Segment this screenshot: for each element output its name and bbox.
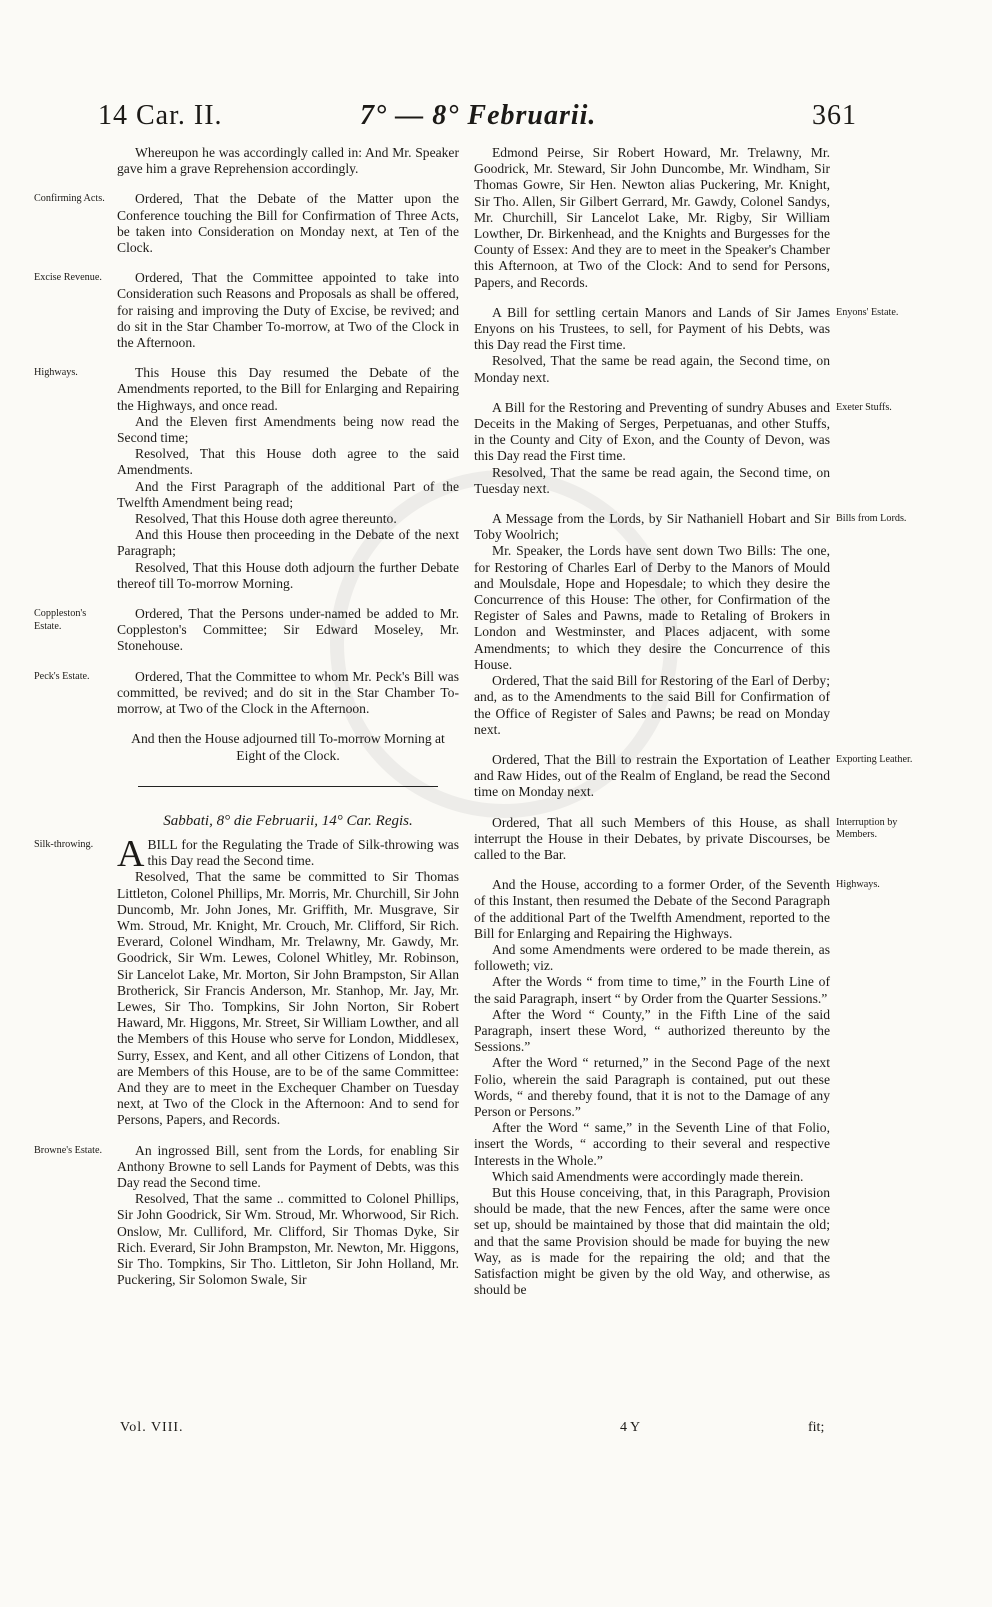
paragraph-text: A Bill for settling certain Manors and Lands of Sir James Enyons on his Trustees, to sell, for Payment of his Debts, was this Day read the First time.: [474, 304, 830, 353]
entry-paragraph: [474, 815, 830, 864]
paragraph-text: Ordered, That the Debate of the Matter upon the Conference touching the Bill for Confirmation of Three Acts, be taken into Consideration on Monday next, at Ten of the Clock.: [117, 191, 459, 256]
paragraph-text: Which said Amendments were accordingly made therein.: [492, 1168, 804, 1184]
entry-paragraph: [474, 1007, 830, 1056]
entry-paragraph: [474, 1120, 830, 1169]
page-number: 361: [812, 100, 857, 131]
entry-paragraph: [117, 869, 459, 1128]
marginal-note: Interruption by Members.: [836, 816, 898, 841]
paragraph-text: Resolved, That the same be committed to Sir Thomas Littleton, Colonel Phillips, Mr. Morris, Mr. Churchill, Sir John Duncomb, Mr. John Jones, Mr. Griffith, Mr. Musgrave, Sir Wm. Stroud, Mr. Knight, Mr. Crouch, Mr. Clifford, Sir Rich. Everard, Colonel Windham, Mr. Trelawny, Mr. Gawdy, Mr. Goodrick, Sir Wm. Lewes, Colonel Whitley, Mr. Robinson, Sir Lancelot Lake, Mr. Morton, Sir John Brampston, Sir Allan Brotherick, Sir Francis Anderson, Mr. Stanhop, Mr. Jay, Mr. Lewes, Sir Tho. Tompkins, Sir John Norton, Sir Robert Haward, Mr. Higgons, Mr. Street, Sir William Lowther, and all the Members of this House who serve for London, Middlesex, Surry, Essex, and Kent, and all other Citizens of London, that are Members of this House, are to be of the same Committee: And they are to meet in the Exchequer Chamber on Tuesday next, at Two of the Clock in the Afternoon: And to send for Persons, Papers, and Records.: [117, 869, 459, 1128]
entry-paragraph: [117, 560, 459, 592]
journal-entry: [117, 145, 459, 177]
paragraph-text: And the First Paragraph of the additional Part of the Twelfth Amendment being read;: [117, 478, 459, 510]
journal-entry: [474, 145, 830, 291]
paragraph-text: Resolved, That the same be read again, the Second time, on Monday next.: [474, 353, 830, 385]
left-column: [117, 145, 459, 1302]
entry-paragraph: [474, 942, 830, 974]
paragraph-text: Resolved, That this House doth agree thereunto.: [135, 511, 397, 527]
paragraph-text: A Message from the Lords, by Sir Nathaniell Hobart and Sir Toby Woolrich;: [474, 511, 830, 543]
entry-paragraph: [474, 511, 830, 543]
entry-paragraph: [474, 673, 830, 738]
section-divider: [138, 786, 438, 787]
journal-entry: [117, 832, 459, 1129]
entry-paragraph: [117, 145, 459, 177]
entry-paragraph: [117, 414, 459, 446]
paragraph-text: Resolved, That the same .. committed to Colonel Phillips, Sir John Goodrick, Sir Wm. Stroud, Mr. Whorwood, Sir Rich. Onslow, Mr. Culliford, Mr. Clifford, Sir Thomas Dyke, Sir Rich. Everard, Sir John Brampston, Mr. Newton, Mr. Higgons, Sir Tho. Tompkins, Sir Tho. Littleton, Sir John Holland, Mr. Puckering, Sir Solomon Swale, Sir: [117, 1191, 459, 1288]
entry-paragraph: [474, 1169, 830, 1185]
entry-paragraph: [474, 1055, 830, 1120]
entry-paragraph: [117, 479, 459, 511]
marginal-note: Peck's Estate.: [34, 670, 90, 682]
paragraph-text: Resolved, That the same be read again, the Second time, on Tuesday next.: [474, 464, 830, 496]
entry-paragraph: [474, 465, 830, 497]
entry-paragraph: [117, 511, 459, 527]
paragraph-text: After the Word “ same,” in the Seventh Line of that Folio, insert the Words, “ according to their several and respective Interests in the Whole.”: [474, 1120, 830, 1168]
paragraph-text: Ordered, That the Persons under-named be added to Mr. Coppleston's Committee; Sir Edward Moseley, Mr. Stonehouse.: [117, 606, 459, 654]
paragraph-text: After the Words “ from time to time,” in the Fourth Line of the said Paragraph, insert “ by Order from the Quarter Sessions.”: [474, 974, 830, 1006]
entry-paragraph: [117, 446, 459, 478]
entry-paragraph: [117, 606, 459, 655]
marginal-note: Excise Revenue.: [34, 272, 102, 284]
paragraph-text: BILL for the Regulating the Trade of Silk-throwing was this Day read the Second time.: [147, 836, 459, 869]
paragraph-text: After the Word “ returned,” in the Second Page of the next Folio, wherein the said Paragraph is contained, put out these Words, “ and thereby found, that it is not to the Damage of any Person or Persons.”: [474, 1055, 830, 1119]
journal-entry: [117, 191, 459, 256]
entry-paragraph: [117, 832, 459, 875]
journal-entry: [474, 815, 830, 864]
header-regnal-year: 14 Car. II.: [98, 100, 223, 131]
paragraph-text: Resolved, That this House doth agree to the said Amendments.: [117, 446, 459, 478]
right-column: [474, 145, 830, 1312]
paragraph-text: A Bill for the Restoring and Preventing of sundry Abuses and Deceits in the Making of Serges, Perpetuanas, and other Stuffs, in the County and City of Exon, and the County of Devon, was this Day read the First time.: [474, 399, 830, 464]
entry-paragraph: [474, 400, 830, 465]
paragraph-text: Whereupon he was accordingly called in: And Mr. Speaker gave him a grave Reprehension accordingly.: [117, 145, 459, 177]
paragraph-text: After the Word “ County,” in the Fifth Line of the said Paragraph, insert these Word, “ authorized thereunto by the Sessions.”: [474, 1006, 830, 1055]
volume-label: Vol. VIII.: [120, 1420, 184, 1435]
entry-paragraph: [117, 669, 459, 718]
journal-entry: [117, 365, 459, 592]
entry-paragraph: [117, 191, 459, 256]
paragraph-text: And some Amendments were ordered to be made therein, as followeth; viz.: [474, 941, 830, 974]
paragraph-text: But this House conceiving, that, in this Paragraph, Provision should be made, that the new Fences, after the same were once set up, should be maintained by those that did maintain the old; and that the same Provision should be made for buying the new Way, as is made for the repairing the old; and that the Satisfaction might be given by the old Way, and otherwise, as should be: [474, 1184, 830, 1298]
entry-paragraph: [474, 543, 830, 673]
journal-entry: [474, 305, 830, 386]
journal-entry: [474, 752, 830, 801]
day-heading: Sabbati, 8° die Februarii, 14° Car. Regis.: [163, 812, 413, 829]
paragraph-text: Ordered, That the said Bill for Restoring of the Earl of Derby; and, as to the Amendments to the said Bill for Confirmation of the Office of Register of Sales and Pawns; be read on Monday next.: [474, 673, 830, 737]
journal-entry: [117, 1143, 459, 1289]
paragraph-text: Ordered, That the Bill to restrain the Exportation of Leather and Raw Hides, out of the Realm of England, be read the Second time on Monday next.: [474, 751, 830, 800]
marginal-note: Highways.: [836, 879, 880, 891]
entry-paragraph: [117, 1143, 459, 1192]
drop-cap: A: [117, 832, 145, 875]
entry-paragraph: [117, 365, 459, 414]
paragraph-text: And the House, according to a former Order, of the Seventh of this Instant, then resumed the Debate of the Second Paragraph of the additional Part of the Twelfth Amendment, reported to the Bill for Enlarging and Repairing the Highways.: [474, 877, 830, 941]
page-header: [0, 100, 992, 140]
entry-paragraph: [117, 270, 459, 351]
marginal-note: Exeter Stuffs.: [836, 401, 892, 413]
paragraph-text: Edmond Peirse, Sir Robert Howard, Mr. Trelawny, Mr. Goodrick, Mr. Steward, Sir John Duncombe, Mr. Windham, Sir Thomas Gowre, Sir Hen. Newton alias Puckering, Mr. Knight, Sir Tho. Allen, Sir Gilbert Gerrard, Mr. Gawdy, Colonel Sandys, Mr. Churchill, Sir Lancelot Lake, Mr. Rigby, Sir William Lowther, Dr. Birkenhead, and the Knights and Burgesses for the County of Essex: And they are to meet in the Speaker's Chamber this Afternoon, at Two of the Clock: And to send for Persons, Papers, and Records.: [474, 145, 830, 290]
paragraph-text: And the Eleven first Amendments being now read the Second time;: [117, 413, 459, 446]
journal-entry: [117, 606, 459, 655]
paragraph-text: And this House then proceeding in the Debate of the next Paragraph;: [117, 527, 459, 559]
paragraph-text: Ordered, That the Committee to whom Mr. Peck's Bill was committed, be revived; and do sit in the Star Chamber To-morrow, at Two of the Clock in the Afternoon.: [117, 668, 459, 717]
signature-mark: 4 Y: [620, 1420, 641, 1435]
marginal-note: Highways.: [34, 367, 78, 379]
journal-entry: [474, 511, 830, 738]
journal-entry: [117, 270, 459, 351]
entry-paragraph: [474, 305, 830, 354]
journal-entry: [117, 669, 459, 718]
paragraph-text: This House this Day resumed the Debate of the Amendments reported, to the Bill for Enlarging and Repairing the Highways, and once read.: [117, 365, 459, 413]
paragraph-text: An ingrossed Bill, sent from the Lords, for enabling Sir Anthony Browne to sell Lands for Payment of Debts, was this Day read the Second time.: [117, 1142, 459, 1190]
marginal-note: Browne's Estate.: [34, 1144, 103, 1156]
entry-paragraph: [474, 974, 830, 1006]
marginal-note: Confirming Acts.: [34, 193, 105, 205]
marginal-note: Bills from Lords.: [836, 513, 907, 525]
entry-paragraph: [474, 1185, 830, 1298]
header-date: 7° — 8° Februarii.: [360, 100, 597, 131]
marginal-note: Enyons' Estate.: [836, 306, 899, 318]
catchword: fit;: [808, 1420, 825, 1435]
marginal-note: Silk-throwing.: [34, 838, 94, 850]
paragraph-text: Mr. Speaker, the Lords have sent down Two Bills: The one, for Restoring of Charles Earl of Derby to the Manors of Mould and Moulsdale, Hope and Hopesdale; to which they desire the Concurrence of this House: The other, for Confirmation of the Register of Sales and Pawns, made to Retaling of Brokers in London and Westminster, and Places adjacent, with some Amendments; to which they desire the Concurrence of this House.: [474, 543, 830, 672]
entry-paragraph: [117, 527, 459, 559]
entry-paragraph: [474, 145, 830, 291]
journal-entry: [474, 877, 830, 1298]
adjournment-notice: And then the House adjourned till To-morrow Morning at Eight of the Clock.: [131, 731, 445, 763]
entry-paragraph: [474, 752, 830, 801]
entry-paragraph: [117, 1191, 459, 1288]
marginal-note: Exporting Leather.: [836, 753, 913, 765]
paragraph-text: Ordered, That all such Members of this House, as shall interrupt the House in their Debates, by private Discourses, be called to the Bar.: [474, 814, 830, 862]
entry-paragraph: [474, 353, 830, 385]
paragraph-text: Resolved, That this House doth adjourn the further Debate thereof till To-morrow Morning.: [117, 559, 459, 591]
journal-entry: [474, 400, 830, 497]
entry-paragraph: [474, 877, 830, 942]
marginal-note: Coppleston's Estate.: [34, 608, 87, 632]
paragraph-text: Ordered, That the Committee appointed to take into Consideration such Reasons and Proposals as shall be offered, for raising and improving the Duty of Excise, be revived; and do sit in the Star Chamber To-morrow, at Two of the Clock in the Afternoon.: [117, 270, 459, 351]
